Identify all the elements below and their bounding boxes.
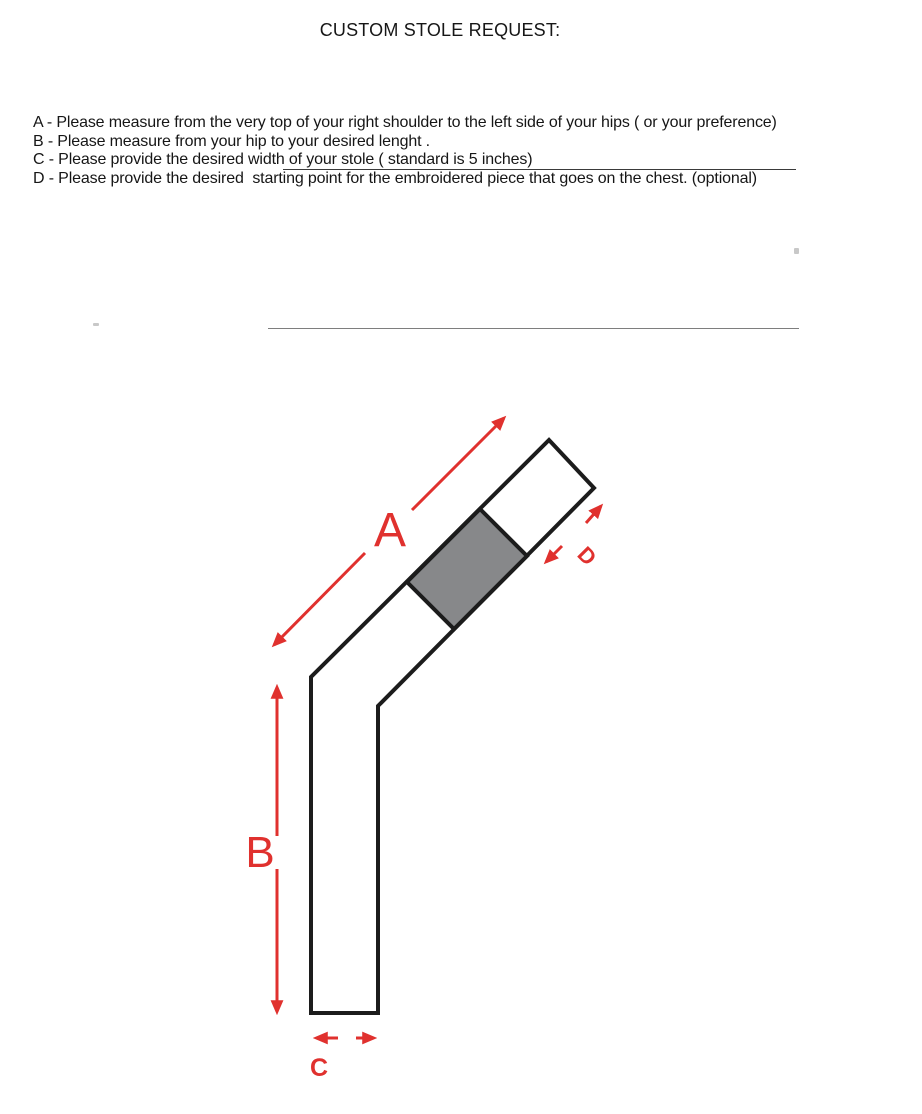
stole-outline-shape	[311, 440, 594, 1013]
dim-b-label: B	[245, 828, 275, 877]
instruction-line-c: C - Please provide the desired width of your stole ( standard is 5 inches)	[33, 151, 533, 168]
dim-a-arrow-lower	[274, 553, 365, 645]
instruction-line-b: B - Please measure from your hip to your desired lenght .	[33, 132, 430, 150]
dim-d-arrow-lower	[546, 546, 562, 562]
page-title: CUSTOM STOLE REQUEST:	[319, 20, 561, 40]
dim-a-label: A	[373, 504, 407, 557]
dim-c-label: C	[309, 1054, 329, 1082]
instruction-line-d: D - Please provide the desired starting point for the embroidered piece that goes on the chest. (optional)	[33, 169, 757, 187]
instruction-line-a: A - Please measure from the very top of your right shoulder to the left side of your hips ( or your preference)	[33, 114, 777, 131]
dim-d-label: D	[572, 541, 602, 571]
dim-d-arrow-upper	[586, 506, 601, 523]
